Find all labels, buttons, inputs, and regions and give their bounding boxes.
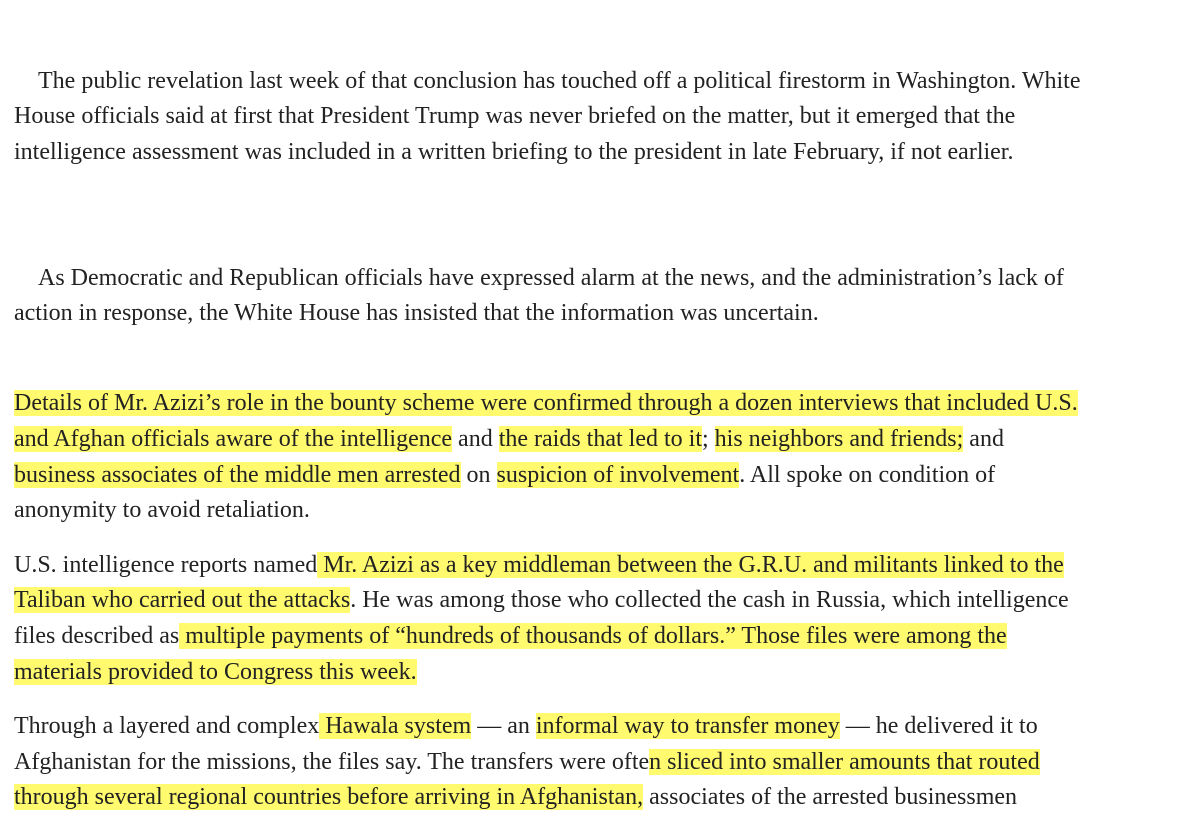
highlighted-text: Details of Mr. Azizi’s role in the bounty scheme were confirmed through a dozen interviews that included U.S. and Afghan officials aware of the intelligence [14, 390, 1078, 452]
highlighted-text: business associates of the middle men arrested [14, 461, 461, 488]
paragraph-2 [14, 225, 1194, 367]
text-segment: ; [702, 425, 715, 452]
text-segment: — he delivered it to Afghanistan for the missions, the files say. The transfers were ofte [14, 713, 1038, 775]
text-segment: U.S. intelligence reports named [14, 551, 318, 578]
text-segment: associates of the arrested businessmen [643, 784, 1018, 811]
highlighted-text: suspicion of involvement [496, 461, 740, 488]
text-segment: . He was among those who collected the cash in Russia, which intelligence files described as [14, 587, 1069, 649]
highlighted-text: Hawala system [319, 713, 472, 740]
text-segment: — an [471, 713, 536, 740]
text-segment: The public revelation last week of that conclusion has touched off a political firestorm in Washington. White House officials said at first that President Trump was never briefed on the matter, but it emerged that the intelligence assessment was included in a written briefing to the president in late February, if not earlier. [14, 67, 1081, 165]
text-segment: on [460, 461, 497, 488]
paragraph-3 [14, 386, 1194, 528]
highlighted-text: n sliced into smaller amounts that routed through several regional countries before arriving in Afghanistan, [14, 748, 1040, 811]
paragraph-4 [14, 548, 1194, 690]
paragraph-5 [14, 709, 1194, 816]
text-segment: Through a layered and complex [14, 713, 320, 740]
highlighted-text: Mr. Azizi as a key middleman between the G.R.U. and militants linked to the Taliban who carried out the attacks [14, 551, 1064, 614]
article-body [14, 28, 1194, 835]
highlighted-text: the raids that led to it [498, 425, 702, 452]
highlighted-text: multiple payments of “hundreds of thousands of dollars.” Those files were among the materials provided to Congress this week. [14, 622, 1007, 685]
text-segment: and [452, 425, 499, 452]
text-segment: . All spoke on condition of anonymity to avoid retaliation. [14, 461, 996, 524]
paragraph-1 [14, 28, 1194, 206]
text-segment: and [969, 425, 1004, 452]
highlighted-text: his neighbors and friends; [714, 425, 964, 452]
highlighted-text: informal way to transfer money [535, 713, 840, 740]
text-segment: As Democratic and Republican officials have expressed alarm at the news, and the administration’s lack of action in response, the White House has insisted that the information was uncertain. [14, 264, 1064, 327]
